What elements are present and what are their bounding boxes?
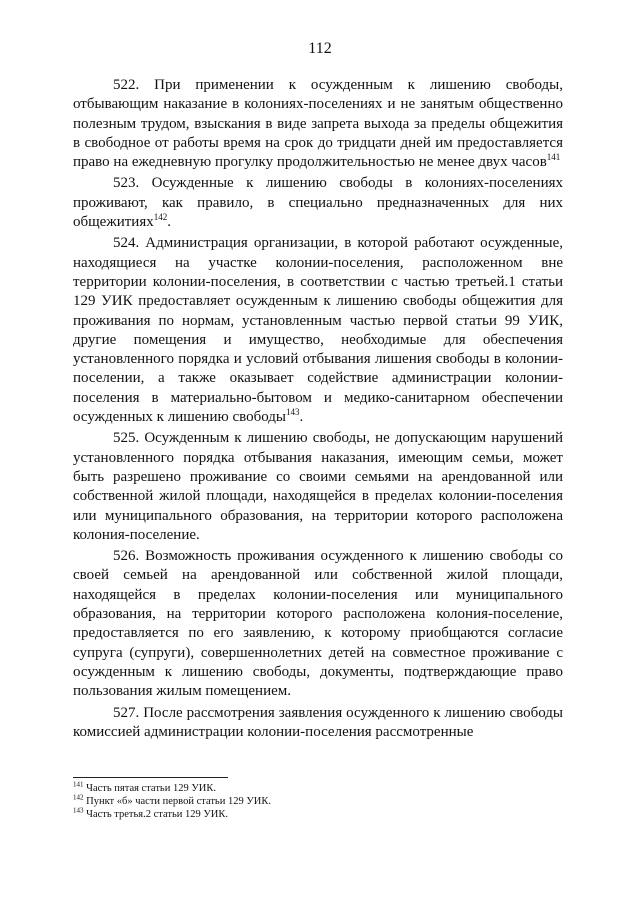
paragraph-text: 522. При применении к осужденным к лишению свободы, отбывающим наказание в колониях-поселениях и не занятым общественно полезным трудом, взыскания в виде запрета выхода за пределы общежития в свободное от работы время на срок до тридцати дней им предоставляется право на ежедневную прогулку продолжительностью не менее двух часов (73, 77, 563, 171)
paragraph-527 (73, 704, 563, 743)
paragraph-525 (73, 429, 563, 545)
paragraph-text: 526. Возможность проживания осужденного к лишению свободы со своей семьей на арендованной или собственной жилой площади, находящейся в пределах колонии-поселения или муниципального образования, на территории которого расположена колония-поселение, предоставляется по его заявлению, к которому приобщаются согласие супруга (супруги), совершеннолетних детей на совместное проживание с осужденным к лишению свободы, документы, подтверждающие право пользования жилым помещением. (73, 548, 563, 700)
footnote-text: Часть третья.2 статьи 129 УИК. (86, 809, 229, 820)
footnote-ref-141: 141 (546, 152, 561, 163)
footnote-text: Пункт «б» части первой статьи 129 УИК. (86, 796, 271, 807)
body-text (73, 76, 563, 744)
paragraph-523 (73, 174, 563, 232)
paragraph-524 (73, 234, 563, 427)
footnote-text: Часть пятая статьи 129 УИК. (86, 783, 216, 794)
paragraph-526 (73, 547, 563, 701)
footnote-number: 143 (73, 806, 84, 815)
paragraph-end-punctuation: . (167, 214, 171, 231)
footnotes (73, 782, 563, 821)
footnote-143 (73, 808, 563, 821)
footnote-divider (73, 777, 228, 778)
page-number: 112 (308, 40, 332, 57)
footnote-number: 141 (73, 780, 84, 789)
footnote-ref-142: 142 (153, 212, 168, 223)
paragraph-522 (73, 76, 563, 172)
footnote-141 (73, 782, 563, 795)
paragraph-text: 523. Осужденные к лишению свободы в колониях-поселениях проживают, как правило, в специально предназначенных для них общежитиях (73, 175, 563, 231)
footnote-number: 142 (73, 793, 84, 802)
paragraph-text: 527. После рассмотрения заявления осужденного к лишению свободы комиссией администрации колонии-поселения рассмотренные (73, 704, 563, 740)
footnote-142 (73, 795, 563, 808)
paragraph-end-punctuation: . (299, 409, 304, 426)
paragraph-text: 525. Осужденным к лишению свободы, не допускающим нарушений установленного порядка отбывания наказания, имеющим семьи, может быть разрешено проживание со своими семьями на арендованной или собственной жилой площади, находящейся в пределах колонии-поселения или муниципального образования, на территории которого расположена колония-поселение. (73, 430, 563, 543)
footnote-ref-143: 143 (286, 407, 300, 418)
paragraph-text: 524. Администрация организации, в которой работают осужденные, находящиеся на участке колонии-поселения, расположенном вне территории колонии-поселения, в соответствии с частью третьей.1 статьи 129 УИК предоставляет осужденным к лишению свободы общежития для проживания по нормам, установленным частью первой статьи 99 УИК, другие помещения и имущество, необходимые для обеспечения установленного порядка и условий отбывания лишения свободы в колонии-поселении, а также оказывает содействие администрации колонии-поселения в материально-бытовом и медико-санитарном обеспечении осужденных к лишению свободы (73, 235, 563, 426)
